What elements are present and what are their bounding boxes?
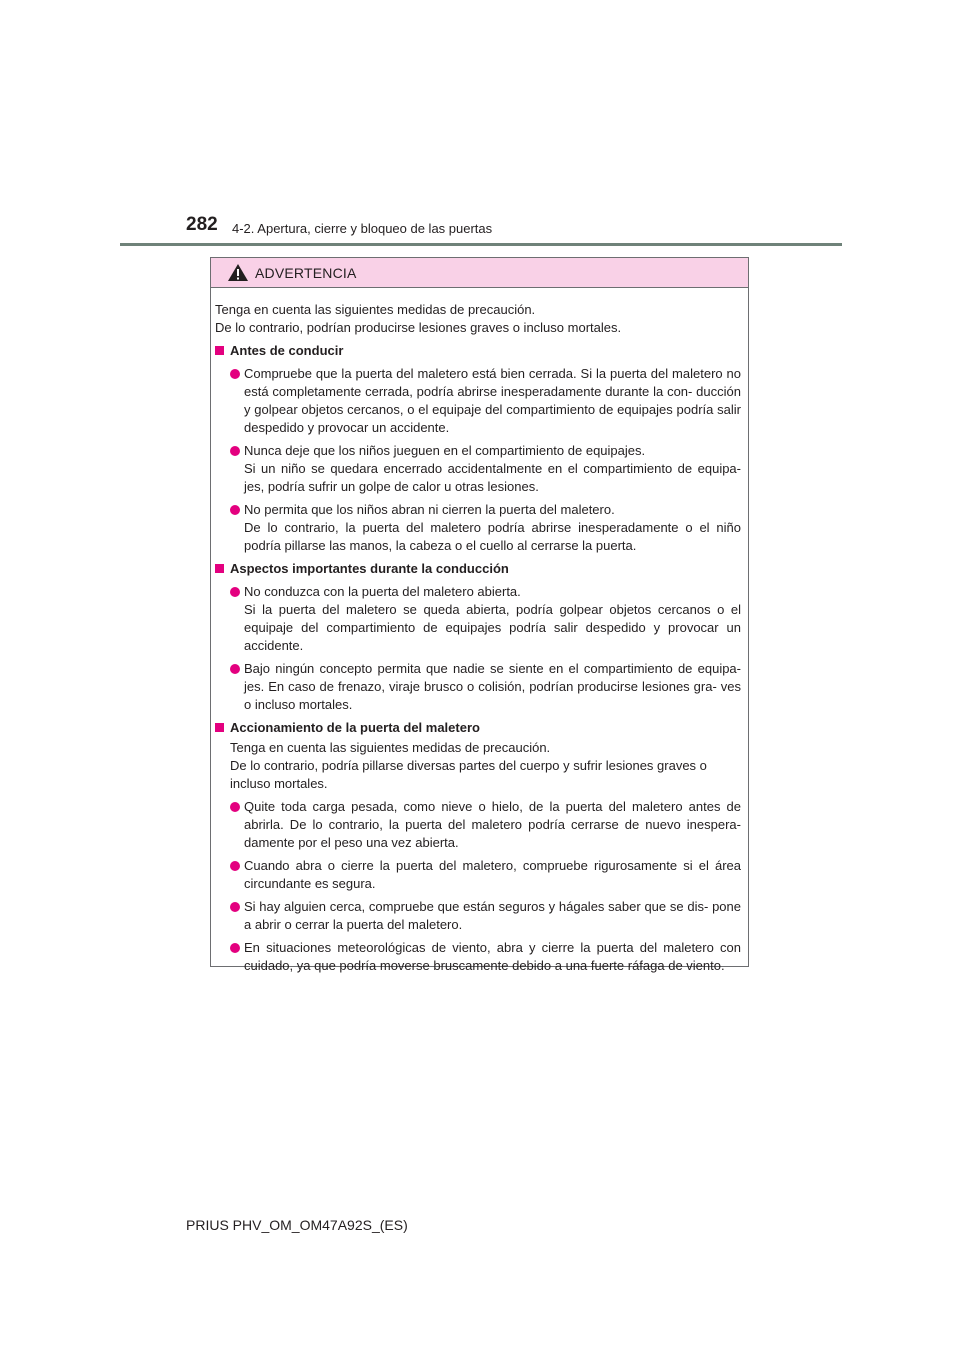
pink-dot-bullet-icon — [230, 664, 240, 674]
section-heading: Aspectos importantes durante la conducción — [215, 560, 741, 578]
intro-line: Tenga en cuenta las siguientes medidas de precaución. — [215, 302, 536, 317]
pink-square-bullet-icon — [215, 723, 224, 732]
list-item: Bajo ningún concepto permita que nadie se siente en el compartimiento de equipa- jes. En caso de frenazo, viraje brusco o colisión, podrían producirse lesiones gra- ves o incluso mortales. — [215, 660, 741, 714]
page-header — [186, 214, 846, 244]
pink-dot-bullet-icon — [230, 505, 240, 515]
warning-triangle-icon — [227, 263, 249, 282]
list-item: Si hay alguien cerca, compruebe que están seguros y hágales saber que se dis- pone a abrir o cerrar la puerta del maletero. — [215, 898, 741, 934]
list-item: En situaciones meteorológicas de viento, abra y cierre la puerta del maletero con cuidado, ya que podría moverse bruscamente debido a una fuerte ráfaga de viento. — [215, 939, 741, 975]
list-item: Quite toda carga pesada, como nieve o hielo, de la puerta del maletero antes de abrirla. De lo contrario, la puerta del maletero podría cerrarse de nuevo inespera- damente por el peso una vez abierta. — [215, 798, 741, 852]
pink-square-bullet-icon — [215, 346, 224, 355]
pink-dot-bullet-icon — [230, 902, 240, 912]
list-item: Cuando abra o cierre la puerta del maletero, compruebe rigurosamente si el área circundante es segura. — [215, 857, 741, 893]
list-item: Nunca deje que los niños jueguen en el compartimiento de equipajes. Si un niño se quedara encerrado accidentalmente en el compartimiento de equipa- jes, podría sufrir un golpe de calor u otras lesiones. — [215, 442, 741, 496]
pink-dot-bullet-icon — [230, 943, 240, 953]
pink-square-bullet-icon — [215, 564, 224, 573]
pink-dot-bullet-icon — [230, 861, 240, 871]
warning-title: ADVERTENCIA — [255, 264, 357, 281]
list-item: No permita que los niños abran ni cierren la puerta del maletero. De lo contrario, la puerta del maletero podría abrirse inesperadamente o el niño podría pillarse las manos, la cabeza o el cuello al cerrarse la puerta. — [215, 501, 741, 555]
page-number: 282 — [186, 214, 218, 235]
warning-body — [211, 288, 748, 975]
pink-dot-bullet-icon — [230, 369, 240, 379]
header-rule — [120, 243, 842, 246]
section-heading: Antes de conducir — [215, 342, 741, 360]
list-item: No conduzca con la puerta del maletero abierta. Si la puerta del maletero se queda abierta, podría golpear objetos cercanos o el equipaje del compartimiento de equipajes podría salir despedido y provocar un accidente. — [215, 583, 741, 655]
list-item: Compruebe que la puerta del maletero está bien cerrada. Si la puerta del maletero no está completamente cerrada, podría abrirse inesperadamente durante la con- ducción y golpear objetos cercanos, o el equipaje del compartimiento de equipajes podría salir despedido y provocar un accidente. — [215, 365, 741, 437]
section-note: Tenga en cuenta las siguientes medidas de precaución. De lo contrario, podría pillarse diversas partes del cuerpo y sufrir lesiones graves o incluso mortales. — [230, 740, 707, 791]
pink-dot-bullet-icon — [230, 446, 240, 456]
pink-dot-bullet-icon — [230, 587, 240, 597]
section-heading: Accionamiento de la puerta del maletero — [215, 719, 741, 737]
warning-box — [210, 257, 749, 973]
intro-line: De lo contrario, podrían producirse lesiones graves o incluso mortales. — [215, 320, 622, 335]
pink-dot-bullet-icon — [230, 802, 240, 812]
warning-header — [211, 258, 748, 288]
section-title: 4-2. Apertura, cierre y bloqueo de las puertas — [232, 221, 493, 236]
document-code: PRIUS PHV_OM_OM47A92S_(ES) — [186, 1217, 408, 1233]
